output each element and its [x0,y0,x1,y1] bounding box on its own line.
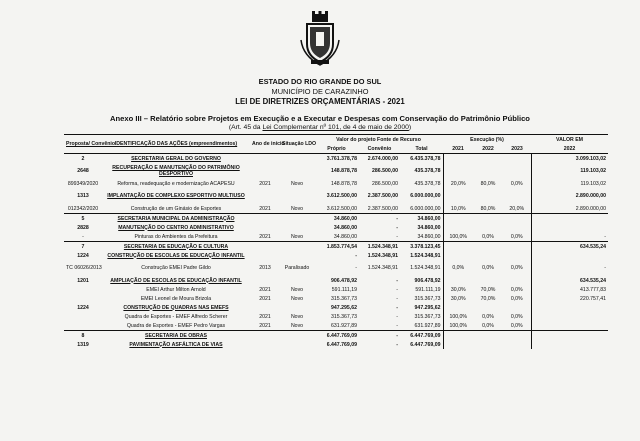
table-row [64,331,608,341]
cell-ano: 2021 [259,180,271,187]
table-row [64,276,608,285]
col-identificacao: IDENTIFICAÇÃO DAS AÇÕES (empreendimentos) [114,141,238,147]
cell-convenio: 286.500,00 [372,180,398,187]
cell-proprio: 947.295,62 [331,304,357,311]
cell-convenio: 2.674.000,00 [359,154,400,164]
cell-total: 34.860,00 [417,233,441,240]
cell-proposta: 2828 [77,224,89,231]
cell-valor-2022: 220.757,41 [531,294,608,303]
table-row [64,188,608,204]
cell-proprio: 315.367,73 [331,313,357,320]
cell-exec-2021 [443,188,473,204]
cell-exec-2022 [473,242,503,252]
cell-valor-2022: 3.099.103,02 [531,154,608,164]
cell-exec-2023: 0,0% [510,180,523,187]
cell-total: 6.000.000,00 [410,193,441,199]
col-2023: 2023 [511,146,523,152]
cell-valor-2022: - [531,260,608,276]
cell-ano [250,154,280,164]
cell-proprio: 34.860,00 [333,233,357,240]
cell-exec-2022 [473,276,503,285]
cell-exec-2021: 100,0% [443,312,473,321]
cell-convenio: 1.524.348,91 [367,265,398,271]
cell-convenio: - [396,233,398,240]
cell-proposta: - [82,233,84,240]
col-proprio: Próprio [327,146,346,152]
cell-valor-2022 [531,312,608,321]
cell-exec-2023: 0,0% [510,313,523,320]
cell-identificacao: PAVIMENTAÇÃO ASFÁLTICA DE VIAS [129,341,223,348]
cell-valor-2022: 634.535,24 [531,276,608,285]
table-row [64,285,608,294]
cell-proprio: 148.878,78 [331,180,357,187]
cell-proprio: 34.860,00 [314,214,359,224]
cell-ano: 2021 [259,286,271,293]
cell-proposta: 2648 [77,168,89,174]
cell-exec-2022: 0,0% [482,322,494,329]
col-execucao-group: Execução (%) [470,137,504,143]
cell-exec-2023 [503,188,531,204]
cell-situacao [280,340,314,349]
cell-exec-2022 [473,303,503,312]
col-valor-group: Valor do projeto Fonte de Recurso [336,137,421,143]
cell-exec-2023 [503,251,531,260]
cell-proposta: 7 [64,242,102,252]
cell-total: 591.111,19 [415,286,441,293]
cell-situacao [280,223,314,232]
cell-identificacao: SECRETARIA GERAL DO GOVERNO [102,154,250,164]
cell-convenio: - [396,295,398,302]
cell-identificacao: Quadra de Esportes - EMEF Alfredo Scherer [124,313,228,320]
cell-identificacao: SECRETARIA DE OBRAS [102,331,250,341]
col-2021: 2021 [452,146,464,152]
annex-ref-suffix: ) [408,124,412,131]
cell-valor-2022 [531,223,608,232]
cell-ano [250,303,280,312]
cell-exec-2021: 0,0% [443,260,473,276]
cell-situacao: Paralisado [284,265,310,271]
cell-exec-2021: 20,0% [443,179,473,188]
cell-exec-2022 [473,214,503,224]
cell-proprio: 34.860,00 [333,224,357,231]
cell-identificacao: Construção de um Ginásio de Esportes [130,205,222,212]
cell-exec-2023: 20,0% [509,205,525,212]
cell-exec-2022 [473,188,503,204]
cell-valor-2022: 2.890.000,00 [531,204,608,214]
cell-identificacao: EMEI Leonel de Moura Brizola [140,295,212,302]
cell-ano [250,214,280,224]
cell-exec-2023 [503,303,531,312]
table-row [64,232,608,242]
table-header [64,135,608,154]
cell-exec-2021 [443,303,473,312]
cell-proposta: 1319 [77,341,89,348]
cell-ano [250,331,280,341]
cell-valor-2022 [531,303,608,312]
cell-identificacao: EMEI Arthur Milton Arnold [146,286,206,293]
cell-total: 435.378,78 [414,168,441,174]
cell-exec-2023 [503,242,531,252]
cell-convenio: 2.387.500,00 [367,205,398,212]
annex-ref-prefix: (Art. 45 da [228,124,263,131]
cell-valor-2022: 119.103,02 [531,179,608,188]
cell-exec-2022: 70,0% [480,286,496,293]
cell-exec-2023: 0,0% [510,286,523,293]
cell-exec-2021 [443,242,473,252]
cell-exec-2021 [443,251,473,260]
cell-exec-2023: 0,0% [510,322,523,329]
table-row [64,223,608,232]
cell-convenio: 286.500,00 [372,168,398,174]
cell-identificacao: SECRETARIA DE EDUCAÇÃO E CULTURA [102,242,250,252]
cell-convenio: - [359,214,400,224]
cell-exec-2022 [473,163,503,179]
cell-exec-2021: 30,0% [443,285,473,294]
col-proposta: Proposta/ Convênio [66,141,115,147]
cell-exec-2023 [503,276,531,285]
annex-reference [0,124,640,131]
cell-exec-2022 [473,223,503,232]
cell-total: 1.524.348,91 [410,265,441,271]
cell-proposta: TC 06026/2013 [66,265,102,271]
cell-identificacao: Construção EMEI Padre Gildo [141,265,211,271]
cell-situacao: Novo [290,322,304,329]
cell-exec-2022: 0,0% [482,313,494,320]
cell-proprio: 315.367,73 [331,295,357,302]
table-row [64,303,608,312]
cell-proprio: 148.878,78 [331,168,357,174]
municipal-coat-of-arms [299,10,341,66]
cell-proposta: 1313 [77,193,89,199]
table-row [64,242,608,252]
table-row [64,204,608,214]
cell-identificacao: MANUTENÇÃO DO CENTRO ADMINISTRATIVO [118,224,234,231]
cell-proposta [64,321,102,331]
cell-valor-2022: 413.777,83 [531,285,608,294]
cell-total: 906.478,92 [414,277,441,284]
cell-convenio: - [396,304,398,311]
cell-proposta: 1201 [77,277,89,284]
cell-identificacao: Reforma, readequação e modernização ACAPESU [117,180,235,187]
cell-exec-2021: 100,0% [443,232,473,242]
cell-exec-2022 [473,331,503,341]
table-row [64,260,608,276]
cell-ano [250,340,280,349]
cell-valor-2022: 119.103,02 [531,163,608,179]
cell-exec-2021 [443,276,473,285]
cell-convenio: 1.524.348,91 [367,252,398,259]
cell-exec-2021 [443,163,473,179]
cell-exec-2023 [503,331,531,341]
cell-convenio: - [396,322,398,329]
cell-exec-2023 [503,163,531,179]
table-row [64,214,608,224]
cell-total: 6.000.000,00 [410,205,441,212]
cell-valor-2022: - [531,232,608,242]
cell-identificacao: AMPLIAÇÃO DE ESCOLAS DE EDUCAÇÃO INFANTIL [110,277,242,284]
cell-valor-2022 [531,340,608,349]
cell-situacao: Novo [290,295,304,302]
cell-exec-2023 [503,214,531,224]
cell-proprio: - [355,265,357,271]
cell-convenio: - [396,277,398,284]
cell-exec-2022 [473,251,503,260]
cell-exec-2022: 70,0% [480,295,496,302]
cell-situacao: Novo [290,286,304,293]
cell-proprio: 591.111,19 [331,286,357,293]
table-row [64,312,608,321]
cell-convenio: 1.524.348,91 [359,242,400,252]
cell-ano: 2021 [259,322,271,329]
cell-identificacao: Quadra de Esportes - EMEF Pedro Vargas [126,322,226,329]
col-total: Total [415,146,428,152]
cell-ano: 2021 [259,295,271,302]
cell-ano: 2021 [259,233,271,240]
cell-exec-2021 [443,214,473,224]
cell-total: 6.447.769,09 [410,341,441,348]
cell-situacao: Novo [290,205,304,212]
col-valor-em: VALOR EM [556,137,584,143]
col-valor-em-year: 2022 [563,146,576,152]
cell-identificacao: SECRETARIA MUNICIPAL DA ADMINISTRAÇÃO [102,214,250,224]
table-row [64,163,608,179]
cell-exec-2022: 80,0% [480,180,496,187]
cell-proposta: 1224 [77,304,89,311]
table-row [64,294,608,303]
cell-convenio: - [396,313,398,320]
cell-situacao [280,331,314,341]
cell-exec-2023: 0,0% [510,233,523,240]
cell-total: 1.524.348,91 [410,252,441,259]
cell-proposta [64,285,102,294]
cell-exec-2023: 0,0% [510,295,523,302]
table-row [64,340,608,349]
cell-proposta [64,294,102,303]
cell-proprio: 906.478,92 [331,277,357,284]
cell-situacao [280,163,314,179]
cell-convenio: - [396,286,398,293]
cell-proposta [64,312,102,321]
cell-exec-2021 [443,154,473,164]
cell-proposta: 2 [64,154,102,164]
cell-exec-2023 [503,154,531,164]
cell-exec-2023 [503,223,531,232]
cell-ano [250,251,280,260]
cell-valor-2022 [531,214,608,224]
cell-total: 3.378.123,45 [400,242,443,252]
cell-exec-2022 [473,340,503,349]
cell-situacao [280,154,314,164]
cell-exec-2022: 0,0% [482,265,494,271]
cell-proprio: 1.853.774,54 [314,242,359,252]
cell-situacao [280,242,314,252]
cell-exec-2022: 80,0% [480,205,496,212]
annex-ref-link[interactable]: Lei Complementar nº 101, de 4 de maio de 2000 [262,124,409,131]
cell-situacao: Novo [290,313,304,320]
cell-valor-2022 [531,321,608,331]
cell-valor-2022: 634.535,24 [531,242,608,252]
cell-exec-2023 [503,340,531,349]
cell-proprio: 6.447.769,09 [326,341,357,348]
cell-total: 34.860,00 [400,214,443,224]
cell-identificacao: CONSTRUÇÃO DE ESCOLAS DE EDUCAÇÃO INFANTIL [107,252,245,259]
table-row [64,179,608,188]
law-title: LEI DE DIRETRIZES ORÇAMENTÁRIAS - 2021 [235,97,405,106]
cell-ano [250,163,280,179]
cell-valor-2022: 2.890.000,00 [531,188,608,204]
cell-valor-2022 [531,331,608,341]
cell-total: 947.295,62 [414,304,441,311]
cell-valor-2022 [531,251,608,260]
cell-proposta: 5 [64,214,102,224]
cell-proposta: 899349/2020 [67,180,99,187]
cell-exec-2021 [443,331,473,341]
table-body [64,154,608,350]
cell-convenio: 2.387.500,00 [367,193,398,199]
cell-exec-2021: 10,0% [443,204,473,214]
cell-ano [250,276,280,285]
col-convenio: Convênio [367,146,392,152]
cell-exec-2022: 0,0% [482,233,494,240]
cell-total: 34.860,00 [417,224,441,231]
cell-total: 6.435.378,78 [400,154,443,164]
cell-identificacao: IMPLANTAÇÃO DE COMPLEXO ESPORTIVO MULTIUSO [107,193,245,199]
cell-situacao [280,188,314,204]
table-row [64,251,608,260]
cell-total: 435.378,78 [414,180,441,187]
cell-exec-2023: 0,0% [510,265,523,271]
cell-identificacao: CONSTRUÇÃO DE QUADRAS NAS EMEFS [123,304,229,311]
state-name: ESTADO DO RIO GRANDE DO SUL [258,77,382,86]
cell-ano: 2013 [259,265,271,271]
cell-total: 631.927,89 [414,322,441,329]
cell-exec-2021 [443,223,473,232]
cell-proposta: 1224 [77,252,89,259]
cell-proposta: 012342/2020 [67,205,99,212]
table-row [64,321,608,331]
cell-exec-2021: 100,0% [443,321,473,331]
cell-proprio: 3.612.500,00 [326,193,357,199]
cell-situacao [280,276,314,285]
cell-situacao [280,303,314,312]
cell-identificacao: Pinturas do Ambientes da Prefeitura [134,233,218,240]
cell-total: 6.447.769,09 [400,331,443,341]
cell-exec-2021: 30,0% [443,294,473,303]
cell-proprio: 3.612.500,00 [326,205,357,212]
table-row [64,154,608,164]
cell-identificacao: RECUPERAÇÃO E MANUTENÇÃO DO PATRIMÔNIO DESPORTIVO [112,165,240,177]
cell-total: 315.367,73 [414,295,441,302]
cell-ano [250,242,280,252]
cell-proprio: 6.447.769,09 [314,331,359,341]
cell-ano: 2021 [259,205,271,212]
cell-convenio: - [396,224,398,231]
cell-convenio: - [359,331,400,341]
annex-title: Anexo III – Relatório sobre Projetos em Execução e a Executar e Despesas com Conservação do Patrimônio Público [110,114,530,123]
cell-situacao [280,251,314,260]
cell-ano [250,188,280,204]
cell-ano [250,223,280,232]
cell-exec-2022 [473,154,503,164]
cell-exec-2021 [443,340,473,349]
municipality-name: MUNICÍPIO DE CARAZINHO [271,87,369,96]
col-situacao: Situação LDO [282,141,317,147]
col-2022: 2022 [482,146,494,152]
cell-total: 315.367,73 [414,313,441,320]
cell-situacao [280,214,314,224]
cell-convenio: - [396,341,398,348]
cell-ano: 2021 [259,313,271,320]
cell-proprio: 3.761.378,78 [314,154,359,164]
cell-situacao: Novo [290,233,304,240]
projects-table [64,134,608,349]
col-ano: Ano de início [252,141,285,147]
cell-proposta: 8 [64,331,102,341]
cell-proprio: - [355,252,357,259]
cell-proprio: 631.927,89 [331,322,357,329]
cell-situacao: Novo [290,180,304,187]
